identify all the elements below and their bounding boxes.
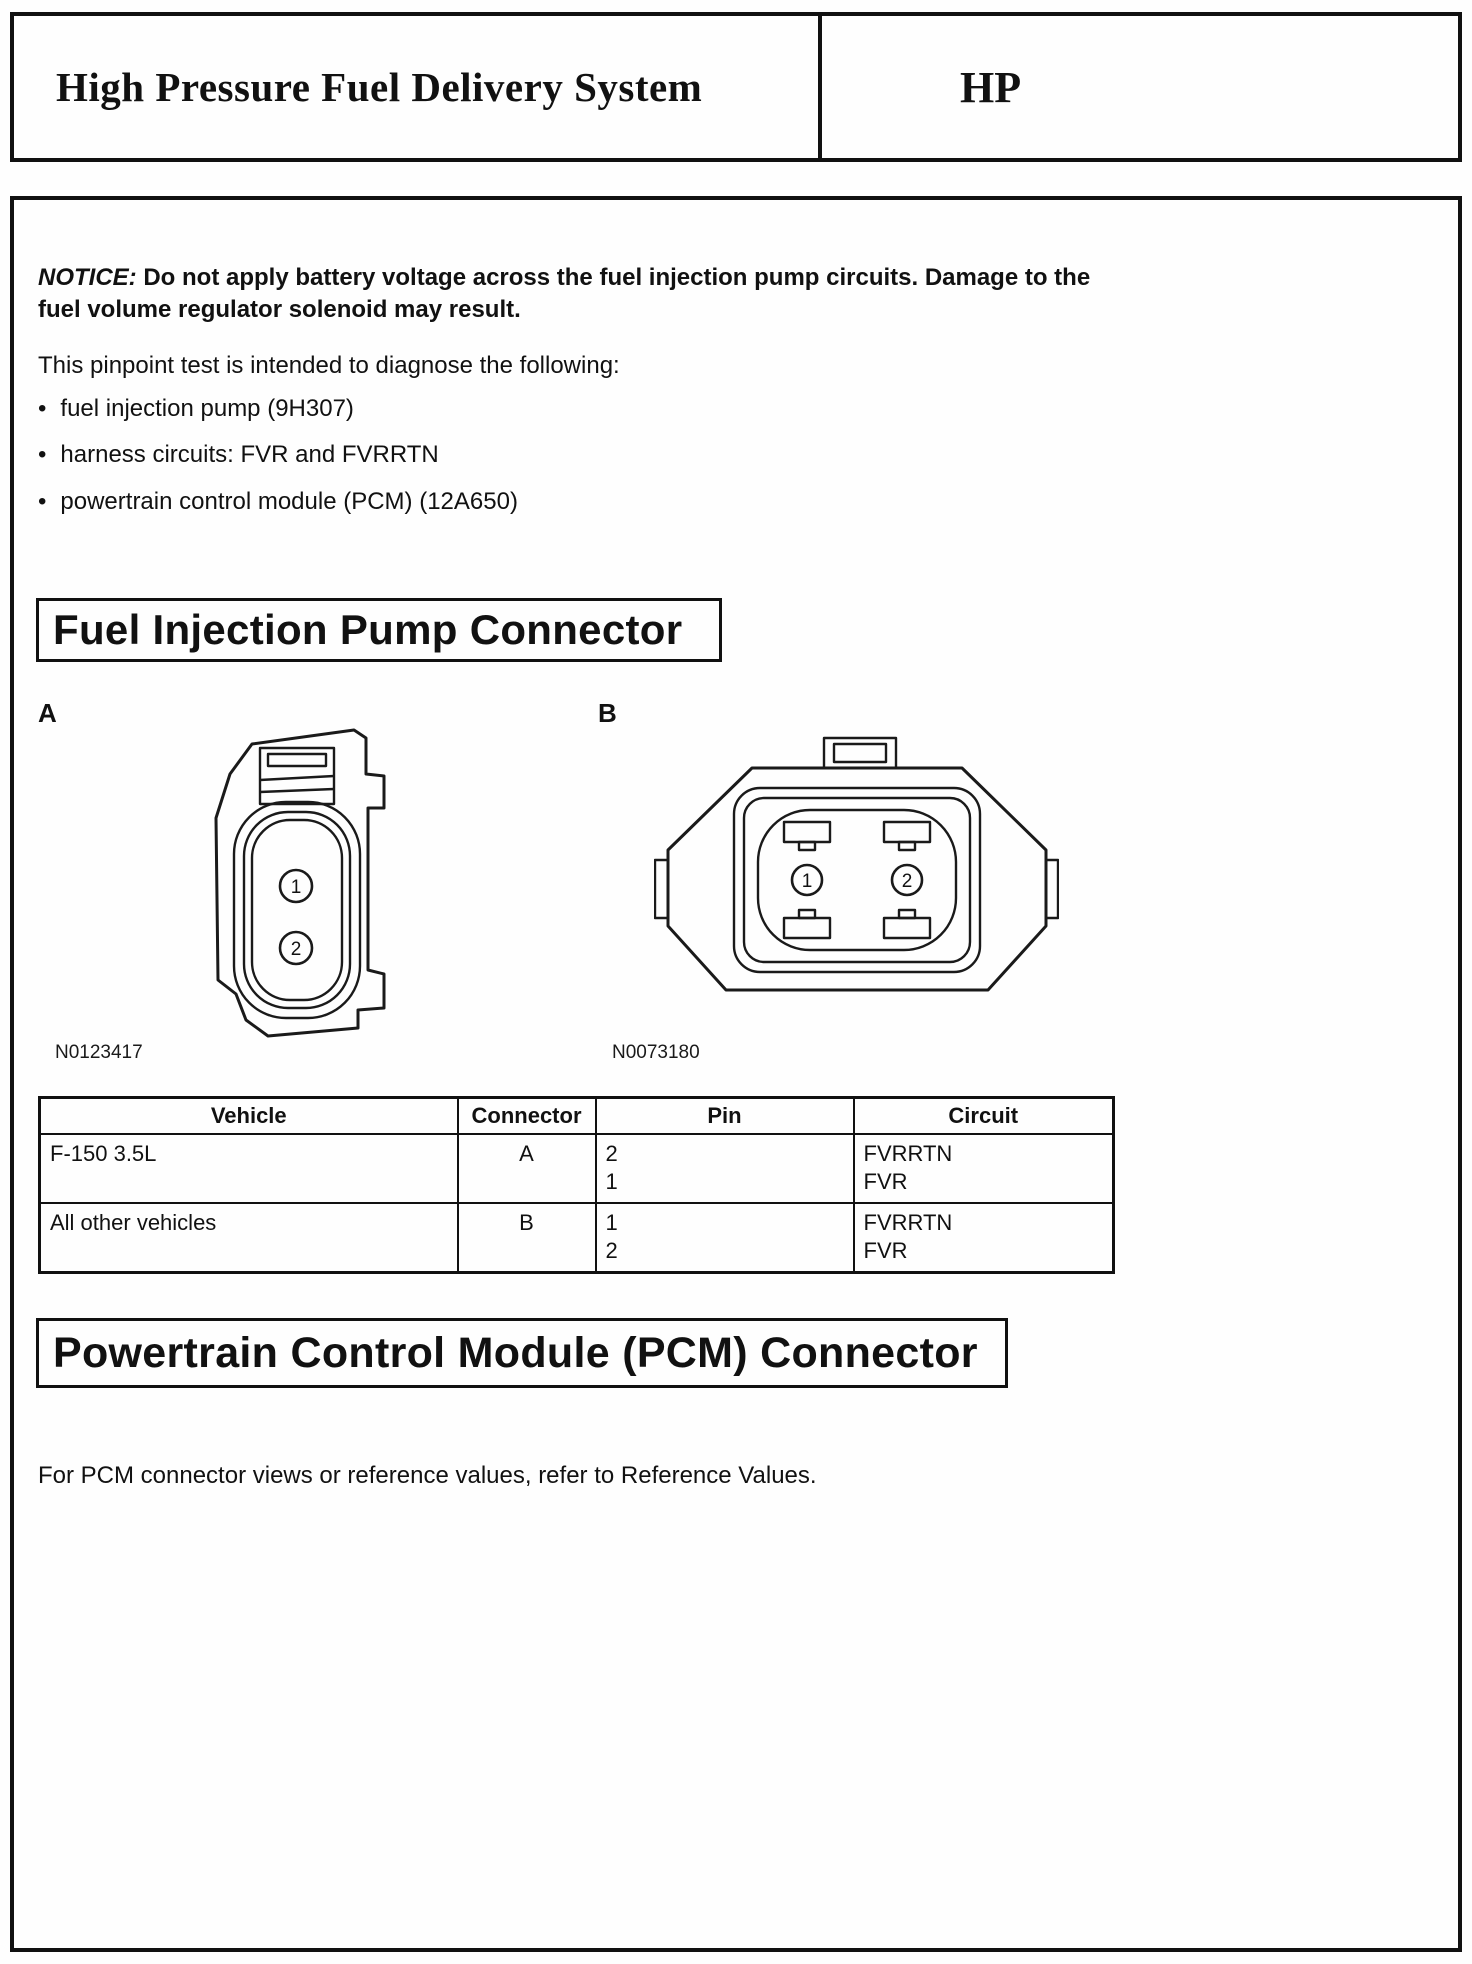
connector-b-body-inner <box>744 798 970 962</box>
col-header-circuit: Circuit <box>854 1098 1114 1134</box>
list-item <box>38 442 518 468</box>
connector-b-cavity <box>758 810 956 950</box>
cell-vehicle: F-150 3.5L <box>40 1134 458 1203</box>
circuit-line: FVR <box>863 1169 908 1195</box>
table-header-row <box>40 1098 1114 1134</box>
section-title: Fuel Injection Pump Connector <box>53 606 683 653</box>
connector-b-right-rail <box>1046 860 1058 918</box>
list-item-text: harness circuits: FVR and FVRRTN <box>60 441 439 469</box>
connector-b-outline <box>668 768 1046 990</box>
header-code-cell <box>822 16 1458 158</box>
pin-line: 1 <box>605 1209 618 1235</box>
page-header <box>10 12 1462 162</box>
intro-text: This pinpoint test is intended to diagnose the following: <box>38 352 620 379</box>
cell-circuit <box>854 1134 1114 1203</box>
connector-b-terminal-bottom-right <box>884 918 930 938</box>
col-header-connector: Connector <box>458 1098 596 1134</box>
list-item-text: fuel injection pump (9H307) <box>60 395 354 422</box>
header-title-cell <box>14 16 822 158</box>
connector-a-pin-1-number: 1 <box>290 877 302 898</box>
connector-b-pin-2-number: 2 <box>901 871 913 892</box>
section-title: Powertrain Control Module (PCM) Connector <box>53 1328 978 1377</box>
connector-b-terminal-bottom-left <box>784 918 830 938</box>
bullet-icon: • <box>38 441 47 469</box>
circuit-line: FVRRTN <box>863 1140 953 1166</box>
connector-b-left-rail <box>655 860 668 918</box>
connector-b-terminal-top-right <box>884 822 930 842</box>
connector-b-diagram <box>654 724 1059 1042</box>
connector-a-shell-inner <box>252 820 342 1000</box>
cell-connector: B <box>458 1203 596 1273</box>
connector-b-body-outer <box>734 788 980 972</box>
diagnosis-list <box>38 396 518 535</box>
section-heading-fuel-pump-connector <box>36 598 722 662</box>
bullet-icon: • <box>38 487 47 515</box>
figure-id-a: N0123417 <box>55 1042 143 1063</box>
pin-circuit-table <box>38 1096 1115 1274</box>
pcm-reference-text: For PCM connector views or reference values, refer to Reference Values. <box>38 1462 817 1489</box>
connector-a-label: A <box>38 698 57 728</box>
cell-pin <box>596 1134 854 1203</box>
circuit-line: FVRRTN <box>863 1209 953 1235</box>
section-code: HP <box>960 62 1022 112</box>
bullet-icon: • <box>38 395 47 422</box>
list-item <box>38 396 518 422</box>
content-box <box>10 196 1462 1952</box>
cell-vehicle: All other vehicles <box>40 1203 458 1273</box>
col-header-vehicle: Vehicle <box>40 1098 458 1134</box>
connector-b-label: B <box>598 698 617 728</box>
connector-a-pin-2-number: 2 <box>290 939 302 960</box>
connector-a-latch-slot <box>268 754 326 766</box>
list-item-text: powertrain control module (PCM) (12A650) <box>60 487 518 515</box>
connector-a-diagram <box>194 718 429 1056</box>
figure-id-b: N0073180 <box>612 1042 700 1063</box>
notice-label: NOTICE: <box>38 264 137 291</box>
page-title: High Pressure Fuel Delivery System <box>56 64 703 110</box>
notice-paragraph <box>38 262 1106 326</box>
table-row <box>40 1134 1114 1203</box>
cell-pin <box>596 1203 854 1273</box>
cell-connector: A <box>458 1134 596 1203</box>
pin-line: 1 <box>605 1169 618 1195</box>
connector-b-pin-1-number: 1 <box>801 871 813 892</box>
connector-b-terminal-top-left <box>784 822 830 842</box>
connector-a-shell-mid <box>244 812 350 1008</box>
section-heading-pcm-connector <box>36 1318 1008 1388</box>
table-row <box>40 1203 1114 1273</box>
list-item <box>38 489 518 515</box>
circuit-line: FVR <box>863 1238 908 1264</box>
pin-line: 2 <box>605 1238 618 1264</box>
notice-text: Do not apply battery voltage across the fuel injection pump circuits. Damage to the fuel volume regulator solenoid may result. <box>38 264 1091 324</box>
col-header-pin: Pin <box>596 1098 854 1134</box>
connector-b-top-tab-slot <box>834 744 886 762</box>
pin-line: 2 <box>605 1140 618 1166</box>
cell-circuit <box>854 1203 1114 1273</box>
